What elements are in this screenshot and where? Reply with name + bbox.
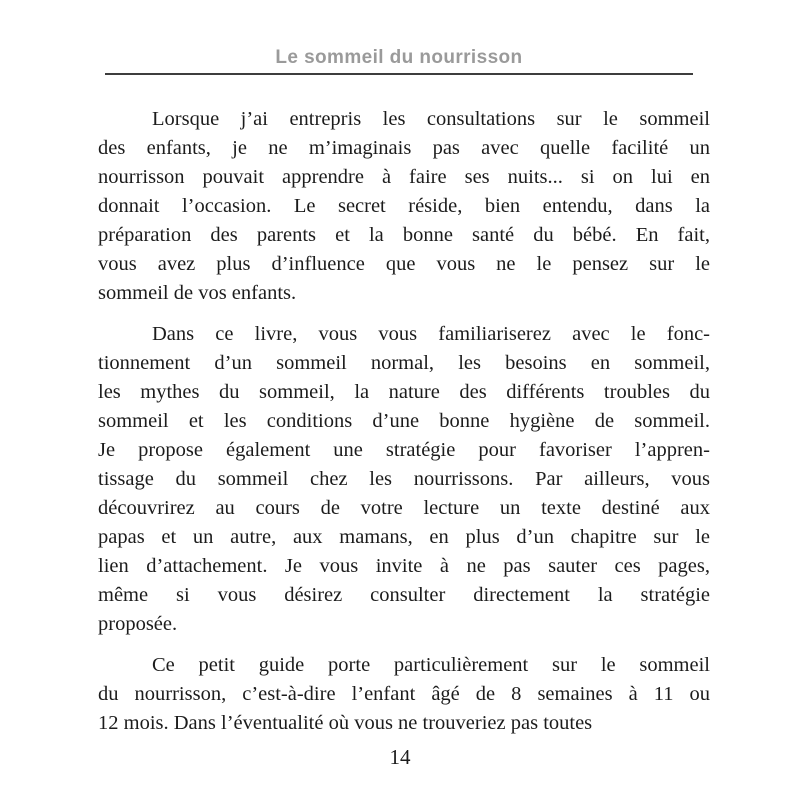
text-line: du nourrisson, c’est-à-dire l’enfant âgé de 8 semaines à 11 ou: [98, 683, 710, 705]
text-line: Je propose également une stratégie pour favoriser l’appren-: [98, 439, 710, 461]
text-line: lien d’attachement. Je vous invite à ne pas sauter ces pages,: [98, 555, 710, 577]
text-line: tionnement d’un sommeil normal, les besoins en sommeil,: [98, 352, 710, 374]
text-line: des enfants, je ne m’imaginais pas avec quelle facilité un: [98, 137, 710, 159]
text-line: découvrirez au cours de votre lecture un texte destiné aux: [98, 497, 710, 519]
text-line: nourrisson pouvait apprendre à faire ses nuits... si on lui en: [98, 166, 710, 188]
page-footer: [0, 745, 800, 770]
text-line: Dans ce livre, vous vous familiariserez avec le fonc-: [152, 323, 710, 345]
text-line: tissage du sommeil chez les nourrissons. Par ailleurs, vous: [98, 468, 710, 490]
text-line: Lorsque j’ai entrepris les consultations sur le sommeil: [152, 108, 710, 130]
text-line: papas et un autre, aux mamans, en plus d’un chapitre sur le: [98, 526, 710, 548]
running-header-title: Le sommeil du nourrisson: [275, 47, 523, 68]
text-line: les mythes du sommeil, la nature des différents troubles du: [98, 381, 710, 403]
text-line: sommeil et les conditions d’une bonne hygiène de sommeil.: [98, 410, 710, 432]
page-number: 14: [389, 745, 411, 769]
text-line: sommeil de vos enfants.: [98, 282, 297, 304]
text-line: 12 mois. Dans l’éventualité où vous ne trouveriez pas toutes: [98, 712, 593, 734]
text-line: même si vous désirez consulter directement la stratégie: [98, 584, 710, 606]
text-line: préparation des parents et la bonne santé du bébé. En fait,: [98, 224, 710, 246]
paragraph: [98, 105, 710, 308]
text-line: donnait l’occasion. Le secret réside, bien entendu, dans la: [98, 195, 710, 217]
header-rule: [105, 73, 693, 75]
text-line: vous avez plus d’influence que vous ne le pensez sur le: [98, 253, 710, 275]
paragraph: [98, 651, 710, 738]
text-line: proposée.: [98, 613, 178, 635]
running-header: [105, 48, 693, 75]
text-line: Ce petit guide porte particulièrement sur le sommeil: [152, 654, 710, 676]
paragraph: [98, 320, 710, 639]
page-body: [98, 105, 710, 750]
